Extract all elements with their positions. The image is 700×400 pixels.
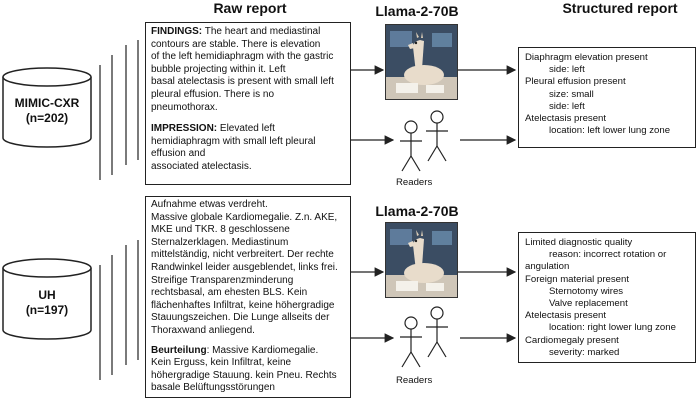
model-header-bottom: Llama-2-70B	[375, 203, 459, 219]
structured-top-item: Pleural effusion present	[525, 76, 626, 88]
raw-top-findings-line: basal atelectasis is present with small left	[151, 76, 334, 88]
dataset-name-uh: UH	[38, 288, 56, 302]
structured-top-item: Atelectasis present	[525, 113, 607, 125]
beurteilung-label: Beurteilung	[151, 344, 207, 356]
structured-bottom-item: Atelectasis present	[525, 310, 607, 322]
raw-bottom-beurteilung-line: höhergradige Stauung. kein Pneu. Rechts	[151, 369, 337, 381]
readers-icon-top	[400, 111, 448, 171]
raw-top-findings-line: pleural effusion. There is no	[151, 88, 275, 100]
structured-top-item: Diaphragm elevation present	[525, 52, 648, 63]
raw-bottom-beurteilung-line: basale Belüftungsstörungen	[151, 382, 275, 394]
structured-bottom-item: location: right lower lung zone	[549, 322, 676, 334]
structured-bottom-item: Limited diagnostic quality	[525, 237, 633, 248]
readers-icon-bottom	[400, 307, 448, 367]
raw-bottom-line: Thoraxwand anliegend.	[151, 324, 255, 336]
raw-top-findings-line: bubble projecting within it. Left	[151, 63, 286, 75]
llama-image-top	[385, 24, 458, 100]
raw-top-impression-line: associated atelectasis.	[151, 160, 252, 172]
structured-top-item: side: left	[549, 100, 585, 112]
raw-top-impression-line: effusion and	[151, 148, 206, 160]
raw-top-findings-line: contours are stable. There is elevation	[151, 38, 321, 50]
raw-top-impression-line: Elevated left	[217, 123, 275, 135]
impression-label: IMPRESSION:	[151, 123, 218, 135]
structured-report-box-bottom	[518, 232, 696, 363]
structured-bottom-item: Foreign material present	[525, 273, 629, 285]
structured-top-item: size: small	[549, 88, 594, 100]
structured-report-box-top	[518, 47, 696, 148]
raw-bottom-line: Randwinkel leider ausgeblendet, links frei.	[151, 261, 338, 273]
structured-bottom-item: reason: incorrect rotation or	[549, 249, 667, 261]
bracket-lines-bottom	[100, 240, 138, 380]
structured-report-header: Structured report	[562, 0, 678, 16]
raw-bottom-beurteilung-line: Kein Erguss, kein Infiltrat, keine	[151, 357, 292, 369]
raw-bottom-line: mittelständig, nicht verbreitert. Der rechte	[151, 249, 334, 261]
raw-top-impression-line: hemidiaphragm with small left pleural	[151, 135, 316, 147]
dataset-count-mimic: (n=202)	[25, 111, 69, 125]
raw-bottom-line: rechtsbasal, am ehesten BLS. Kein	[151, 287, 308, 299]
structured-bottom-item: Cardiomegaly present	[525, 334, 619, 346]
raw-bottom-line: Aufnahme etwas verdreht.	[151, 199, 268, 210]
raw-bottom-line: Stauungszeichen. Die Lunge allseits der	[151, 312, 330, 324]
findings-label: FINDINGS:	[151, 26, 203, 37]
raw-report-box-top	[145, 22, 351, 185]
raw-bottom-line: flächenhaftes Infiltrat, keine höhergradige	[151, 299, 335, 311]
readers-label-top: Readers	[396, 177, 433, 188]
raw-bottom-line: Streifige Transparenzminderung	[151, 274, 294, 286]
llama-image-bottom	[385, 222, 458, 298]
raw-bottom-beurteilung-line: : Massive Kardiomegalie.	[206, 344, 319, 356]
raw-top-findings-line: of the left hemidiaphragm with the gastric	[151, 51, 334, 63]
structured-bottom-item: Sternotomy wires	[549, 285, 624, 297]
raw-bottom-line: Massive globale Kardiomegalie. Z.n. AKE,	[151, 211, 338, 223]
raw-bottom-line: MKE und TKR. 8 geschlossene	[151, 224, 290, 236]
structured-top-item: location: left lower lung zone	[549, 125, 671, 137]
structured-top-item: side: left	[549, 64, 585, 76]
readers-label-bottom: Readers	[396, 375, 433, 386]
model-header-top: Llama-2-70B	[375, 3, 459, 19]
dataset-name-mimic: MIMIC-CXR	[14, 96, 80, 110]
dataset-count-uh: (n=197)	[25, 303, 69, 317]
structured-bottom-item: angulation	[525, 261, 570, 273]
dataset-label-mimic	[3, 96, 91, 126]
raw-bottom-line: Sternalzerklagen. Mediastinum	[151, 236, 289, 248]
structured-bottom-item: Valve replacement	[549, 298, 628, 310]
structured-bottom-item: severity: marked	[549, 346, 620, 358]
raw-top-findings-line: The heart and mediastinal	[202, 26, 321, 37]
raw-report-box-bottom	[145, 196, 351, 398]
bracket-lines-top	[100, 40, 138, 180]
raw-top-findings-line: pneumothorax.	[151, 101, 218, 113]
raw-report-header: Raw report	[213, 0, 287, 16]
dataset-label-uh	[3, 288, 91, 318]
